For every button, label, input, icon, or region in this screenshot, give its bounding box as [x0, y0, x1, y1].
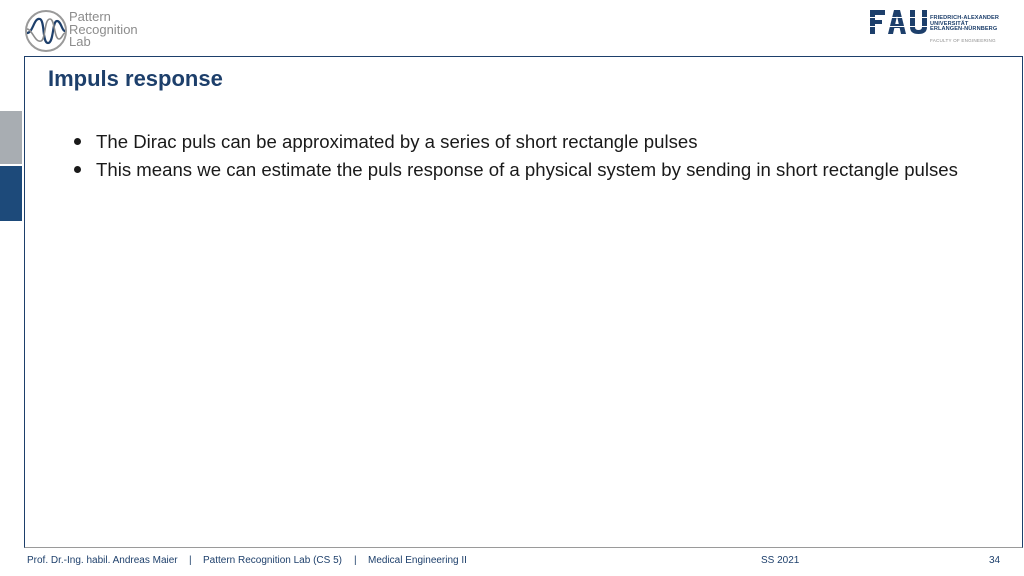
- bullet-list: [74, 130, 994, 186]
- bullet-dot-icon: [74, 138, 81, 145]
- side-tab-inactive: [0, 111, 22, 164]
- bullet-item: [74, 130, 994, 153]
- footer-course: Medical Engineering II: [368, 555, 467, 566]
- footer-term: SS 2021: [761, 555, 800, 566]
- fau-name-line3: ERLANGEN-NÜRNBERG: [930, 26, 998, 33]
- fau-name-block: [930, 16, 999, 33]
- footer-separator: |: [189, 555, 192, 566]
- side-tab-active: [0, 166, 22, 221]
- bullet-text: This means we can estimate the puls response of a physical system by sending in short rectangle pulses: [96, 159, 958, 180]
- fau-faculty: FACULTY OF ENGINEERING: [930, 38, 996, 43]
- slide-title: Impuls response: [48, 66, 223, 91]
- bullet-text: The Dirac puls can be approximated by a series of short rectangle pulses: [96, 131, 698, 152]
- lab-logo-line3: Lab: [69, 34, 91, 49]
- bullet-item: [74, 158, 994, 181]
- footer-author: Prof. Dr.-Ing. habil. Andreas Maier: [27, 555, 178, 566]
- footer-lab: Pattern Recognition Lab (CS 5): [203, 555, 342, 566]
- fau-university-logo: [870, 10, 1000, 46]
- footer-separator: |: [354, 555, 357, 566]
- lab-logo-line2: Recognition: [69, 21, 138, 37]
- pattern-recognition-lab-logo-icon: [24, 9, 68, 53]
- bullet-dot-icon: [74, 166, 81, 173]
- footer-page-number: 34: [989, 555, 1001, 566]
- fau-name-line2: UNIVERSITÄT: [930, 20, 969, 27]
- slide-footer: [27, 555, 1017, 571]
- fau-name-line1: FRIEDRICH-ALEXANDER: [930, 15, 1000, 21]
- lab-logo-text: [69, 11, 138, 49]
- lab-logo-line1: Pattern: [69, 9, 111, 24]
- fau-logo-letters: [870, 10, 928, 34]
- slide-header: [0, 0, 1024, 56]
